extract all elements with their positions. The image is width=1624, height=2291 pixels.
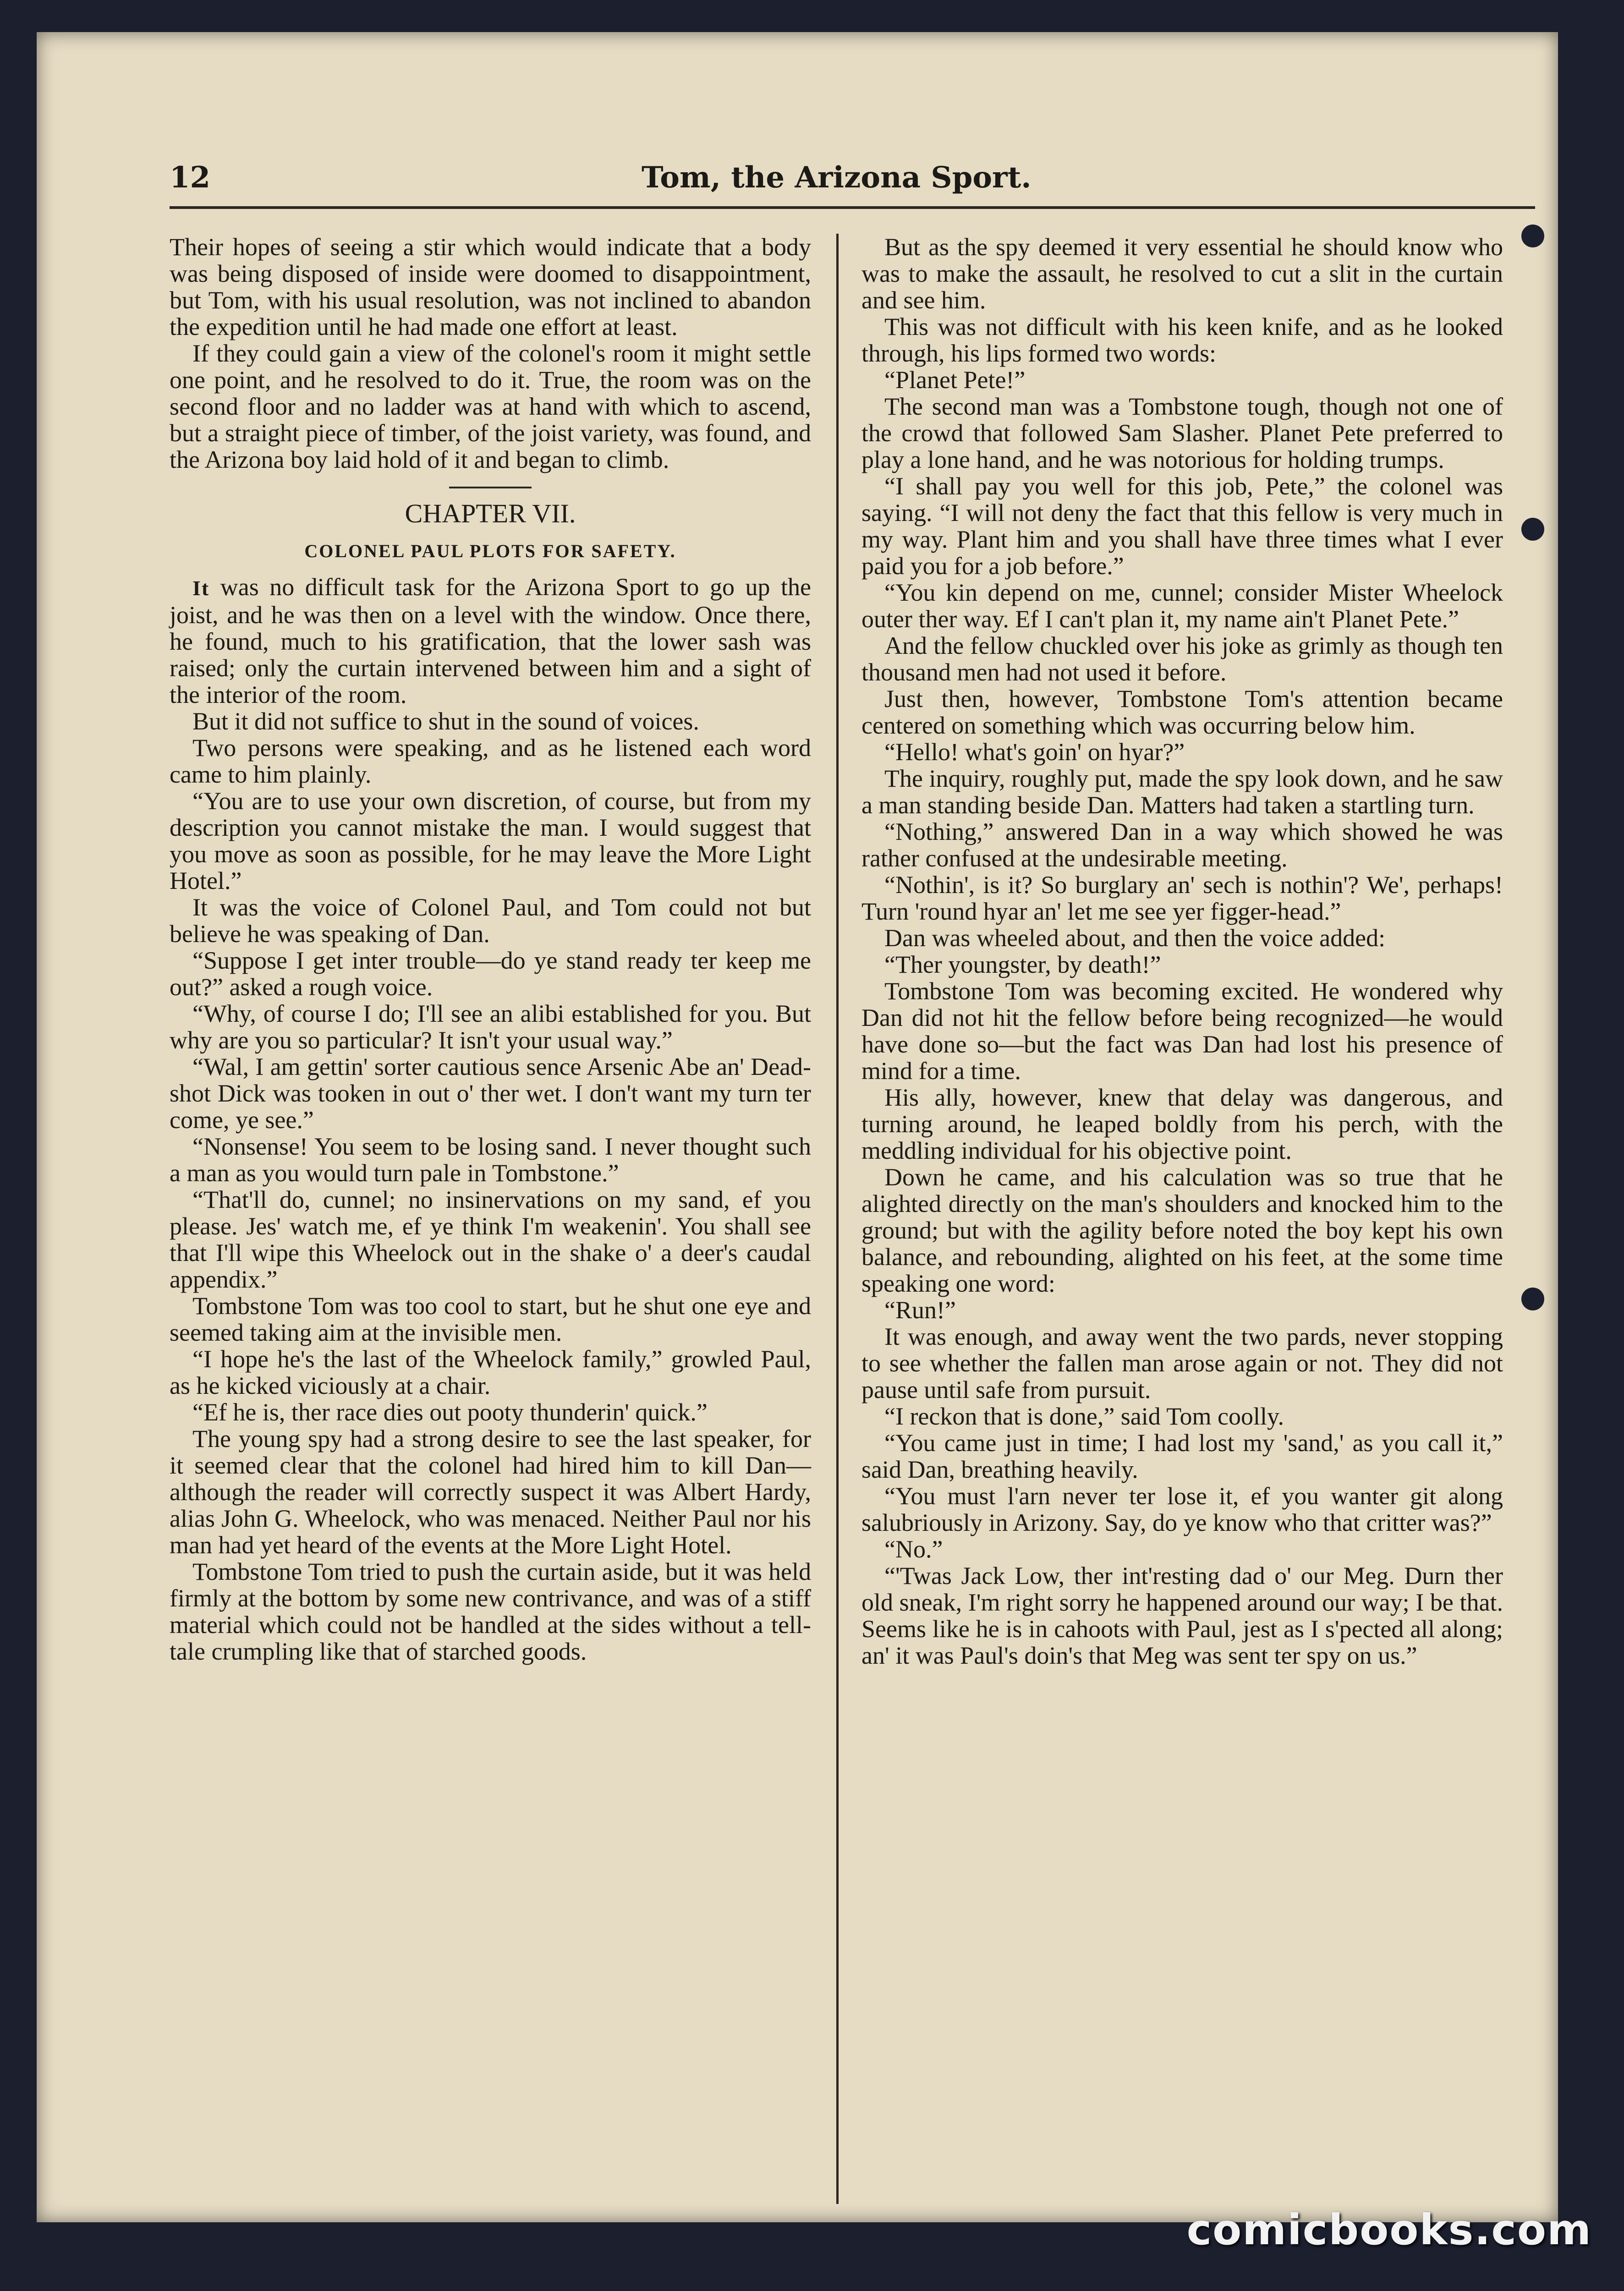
running-head: Tom, the Arizona Sport. <box>642 160 1031 195</box>
paragraph: “Why, of course I do; I'll see an alibi established for you. But why are you so particular? It isn't your usual way.” <box>170 1000 811 1054</box>
right-column <box>861 234 1503 1669</box>
header-rule <box>170 206 1535 209</box>
paragraph: “Nothin', is it? So burglary an' sech is nothin'? We', perhaps! Turn 'round hyar an' let me see yer figger-head.” <box>861 871 1503 925</box>
paragraph: Tombstone Tom was becoming excited. He wondered why Dan did not hit the fellow before being recognized—he would have done so—but the fact was Dan had lost his presence of mind for a time. <box>861 977 1503 1085</box>
paragraph: Their hopes of seeing a stir which would indicate that a body was being disposed of inside were doomed to disappointment, but Tom, with his usual resolution, was not inclined to abandon the expedition until he had made one effort at least. <box>170 233 811 340</box>
paragraph: “Suppose I get inter trouble—do ye stand ready ter keep me out?” asked a rough voice. <box>170 947 811 1001</box>
paragraph: “'Twas Jack Low, ther int'resting dad o' our Meg. Durn ther old sneak, I'm right sorry he happened around our way; I be that. Seems like he is in cahoots with Paul, jest as I s'pected all along; an' it was Paul's doin's that Meg was sent ter spy on us.” <box>861 1562 1503 1669</box>
paragraph: But as the spy deemed it very essential he should know who was to make the assault, he resolved to cut a slit in the curtain and see him. <box>861 233 1503 314</box>
column-divider <box>836 234 839 2204</box>
paragraph: If they could gain a view of the colonel's room it might settle one point, and he resolved to do it. True, the room was on the second floor and no ladder was at hand with which to ascend, but a straight piece of timber, of the joist variety, was found, and the Arizona boy laid hold of it and began to climb. <box>170 340 811 473</box>
binding-edge <box>1508 32 1558 2222</box>
paragraph: The inquiry, roughly put, made the spy look down, and he saw a man standing beside Dan. Matters had taken a startling turn. <box>861 765 1503 819</box>
paragraph: “Ther youngster, by death!” <box>884 951 1161 978</box>
paragraph: Just then, however, Tombstone Tom's attention became centered on something which was occurring below him. <box>861 685 1503 739</box>
paragraph: “You kin depend on me, cunnel; consider Mister Wheelock outer ther way. Ef I can't plan it, my name ain't Planet Pete.” <box>861 579 1503 633</box>
staple-hole-icon <box>1521 518 1544 541</box>
watermark: comicbooks.com <box>1186 2205 1592 2254</box>
paragraph: It was the voice of Colonel Paul, and Tom could not but believe he was speaking of Dan. <box>170 893 811 948</box>
paragraph: But it did not suffice to shut in the sound of voices. <box>192 707 699 735</box>
staple-hole-icon <box>1521 1288 1544 1310</box>
paragraph: “Run!” <box>884 1296 956 1324</box>
paragraph: Tombstone Tom was too cool to start, but he shut one eye and seemed taking aim at the invisible men. <box>170 1292 811 1346</box>
paragraph: “I reckon that is done,” said Tom coolly. <box>884 1403 1284 1430</box>
paragraph: “I hope he's the last of the Wheelock family,” growled Paul, as he kicked viciously at a chair. <box>170 1345 811 1399</box>
paragraph: “You must l'arn never ter lose it, ef you wanter git along salubriously in Arizony. Say, do ye know who that critter was?” <box>861 1482 1503 1536</box>
paragraph: “No.” <box>884 1535 943 1563</box>
paragraph: “You are to use your own discretion, of course, but from my description you cannot mistake the man. I would suggest that you move as soon as possible, for he may leave the More Light Hotel.” <box>170 787 811 894</box>
lead-word: It <box>192 576 210 600</box>
page-number: 12 <box>170 160 211 195</box>
paragraph: The young spy had a strong desire to see the last speaker, for it seemed clear that the colonel had hired him to kill Dan—although the reader will correctly suspect it was Albert Hardy, alias John G. Wheelock, who was menaced. Neither Paul nor his man had yet heard of the events at the More Light Hotel. <box>170 1425 811 1559</box>
left-column <box>170 234 811 1665</box>
paragraph: “Hello! what's goin' on hyar?” <box>884 738 1185 766</box>
paragraph: And the fellow chuckled over his joke as grimly as though ten thousand men had not used it before. <box>861 632 1503 686</box>
chapter-rule <box>449 487 532 488</box>
chapter-subtitle: COLONEL PAUL PLOTS FOR SAFETY. <box>304 541 676 561</box>
paragraph: Down he came, and his calculation was so true that he alighted directly on the man's shoulders and knocked him to the ground; but with the agility before noted the boy kept his own balance, and rebounding, alighted on his feet, at the some time speaking one word: <box>861 1163 1503 1297</box>
paragraph <box>170 574 811 708</box>
paragraph-text: was no difficult task for the Arizona Sport to go up the joist, and he was then on a level with the window. Once there, he found, much to his gratification, that the lower sash was raised; only the curtain intervened between him and a sight of the interior of the room. <box>170 573 811 708</box>
paragraph: His ally, however, knew that delay was dangerous, and turning around, he leaped boldly from his perch, with the meddling individual for his objective point. <box>861 1084 1503 1164</box>
paragraph: “Ef he is, ther race dies out pooty thunderin' quick.” <box>192 1398 708 1426</box>
paragraph: “Wal, I am gettin' sorter cautious sence Arsenic Abe an' Dead-shot Dick was tooken in out o' ther wet. I don't want my turn ter come, ye see.” <box>170 1053 811 1134</box>
paragraph: “You came just in time; I had lost my 'sand,' as you call it,” said Dan, breathing heavily. <box>861 1429 1503 1483</box>
paragraph: “Nonsense! You seem to be losing sand. I never thought such a man as you would turn pale in Tombstone.” <box>170 1133 811 1187</box>
paragraph: The second man was a Tombstone tough, though not one of the crowd that followed Sam Slasher. Planet Pete preferred to play a lone hand, and he was notorious for holding trumps. <box>861 393 1503 473</box>
paragraph: “That'll do, cunnel; no insinervations on my sand, ef you please. Jes' watch me, ef ye think I'm weakenin'. You shall see that I'll wipe this Wheelock out in the shake o' a deer's caudal appendix.” <box>170 1186 811 1293</box>
paragraph: It was enough, and away went the two pards, never stopping to see whether the fallen man arose again or not. They did not pause until safe from pursuit. <box>861 1323 1503 1403</box>
document-page <box>37 32 1558 2222</box>
chapter-title: CHAPTER VII. <box>405 499 576 528</box>
paragraph: Two persons were speaking, and as he listened each word came to him plainly. <box>170 734 811 788</box>
paragraph: “Nothing,” answered Dan in a way which showed he was rather confused at the undesirable meeting. <box>861 818 1503 872</box>
staple-hole-icon <box>1521 225 1544 247</box>
paragraph: “Planet Pete!” <box>884 366 1026 394</box>
paragraph: Dan was wheeled about, and then the voice added: <box>884 924 1386 952</box>
paragraph: Tombstone Tom tried to push the curtain aside, but it was held firmly at the bottom by some new contrivance, and was of a stiff material which could not be handled at the sides without a tell-tale crumpling like that of starched goods. <box>170 1558 811 1665</box>
paragraph: This was not difficult with his keen knife, and as he looked through, his lips formed two words: <box>861 313 1503 367</box>
paragraph: “I shall pay you well for this job, Pete,” the colonel was saying. “I will not deny the fact that this fellow is very much in my way. Plant him and you shall have three times what I ever paid you for a job before.” <box>861 472 1503 580</box>
